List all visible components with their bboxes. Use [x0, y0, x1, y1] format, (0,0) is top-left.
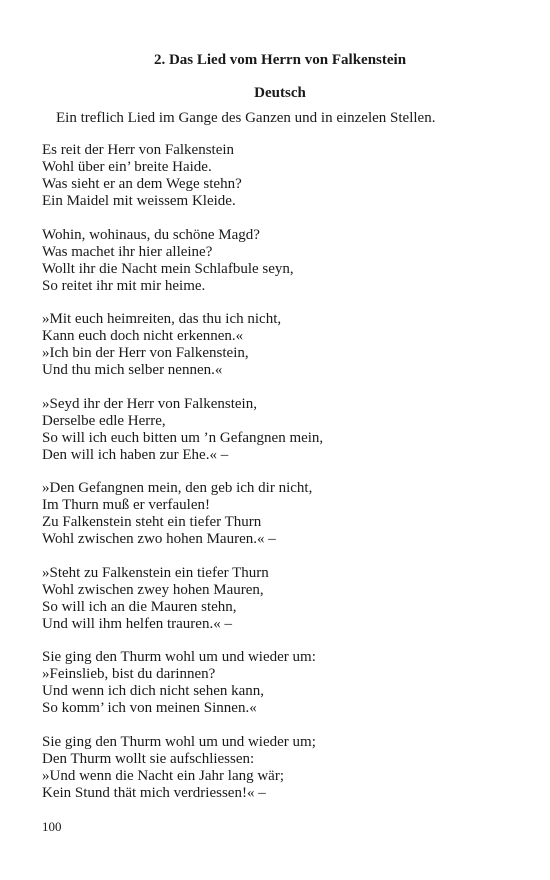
verse-line: Wohl über ein’ breite Haide.	[42, 159, 212, 175]
verse-line: Sie ging den Thurm wohl um und wieder um;	[42, 733, 316, 750]
verse-line: Im Thurn muß er verfaulen!	[42, 497, 210, 513]
stanza-6	[42, 565, 323, 633]
poem-title: 2. Das Lied vom Herrn von Falkenstein	[153, 52, 407, 68]
verse-line: Sie ging den Thurm wohl um und wieder um:	[42, 649, 316, 665]
verse-line: Kann euch doch nicht erkennen.«	[42, 328, 244, 344]
verse-line: Was machet ihr hier alleine?	[42, 243, 213, 260]
verse-line: Wohl zwischen zwey hohen Mauren,	[42, 581, 264, 598]
verse-line: »Den Gefangnen mein, den geb ich dir nicht,	[42, 480, 313, 496]
stanza-4	[42, 396, 323, 464]
verse-line: »Steht zu Falkenstein ein tiefer Thurn	[42, 564, 269, 581]
section-heading: Deutsch	[254, 85, 306, 101]
verse-line: Wollt ihr die Nacht mein Schlafbule seyn,	[42, 260, 294, 277]
stanza-3	[42, 311, 323, 379]
verse-line: Ein Maidel mit weissem Kleide.	[42, 193, 236, 209]
verse-line: Und wenn ich dich nicht sehen kann,	[42, 683, 265, 699]
verse-line: »Seyd ihr der Herr von Falkenstein,	[42, 395, 257, 412]
verse-line: Den Thurm wollt sie aufschliessen:	[42, 750, 255, 767]
verse-line: Kein Stund thät mich verdriessen!« –	[42, 784, 266, 801]
verse-line: Es reit der Herr von Falkenstein	[42, 142, 235, 158]
stanza-7	[42, 649, 323, 717]
verse-line: »Feinslieb, bist du darinnen?	[42, 666, 216, 682]
verse-line: So reitet ihr mit mir heime.	[42, 277, 206, 294]
verse-line: So will ich euch bitten um ’n Gefangnen mein,	[42, 429, 324, 446]
poem-body	[42, 142, 323, 818]
verse-line: »Ich bin der Herr von Falkenstein,	[42, 345, 249, 361]
verse-line: Und thu mich selber nennen.«	[42, 362, 223, 378]
verse-line: Derselbe edle Herre,	[42, 412, 166, 429]
verse-line: So komm’ ich von meinen Sinnen.«	[42, 700, 257, 716]
verse-line: Den will ich haben zur Ehe.« –	[42, 446, 229, 463]
verse-line: »Mit euch heimreiten, das thu ich nicht,	[42, 311, 282, 327]
page-number: 100	[42, 819, 62, 834]
verse-line: »Und wenn die Nacht ein Jahr lang wär;	[42, 767, 285, 784]
verse-line: Was sieht er an dem Wege stehn?	[42, 176, 242, 192]
verse-line: So will ich an die Mauren stehn,	[42, 598, 237, 615]
intro-note: Ein treflich Lied im Gange des Ganzen und in einzelen Stellen.	[56, 110, 436, 126]
stanza-2	[42, 227, 323, 295]
stanza-1	[42, 142, 323, 210]
verse-line: Zu Falkenstein steht ein tiefer Thurn	[42, 514, 262, 530]
verse-line: Wohin, wohinaus, du schöne Magd?	[42, 226, 260, 243]
verse-line: Wohl zwischen zwo hohen Mauren.« –	[42, 531, 276, 547]
verse-line: Und will ihm helfen trauren.« –	[42, 615, 232, 632]
stanza-8	[42, 734, 323, 802]
stanza-5	[42, 480, 323, 548]
